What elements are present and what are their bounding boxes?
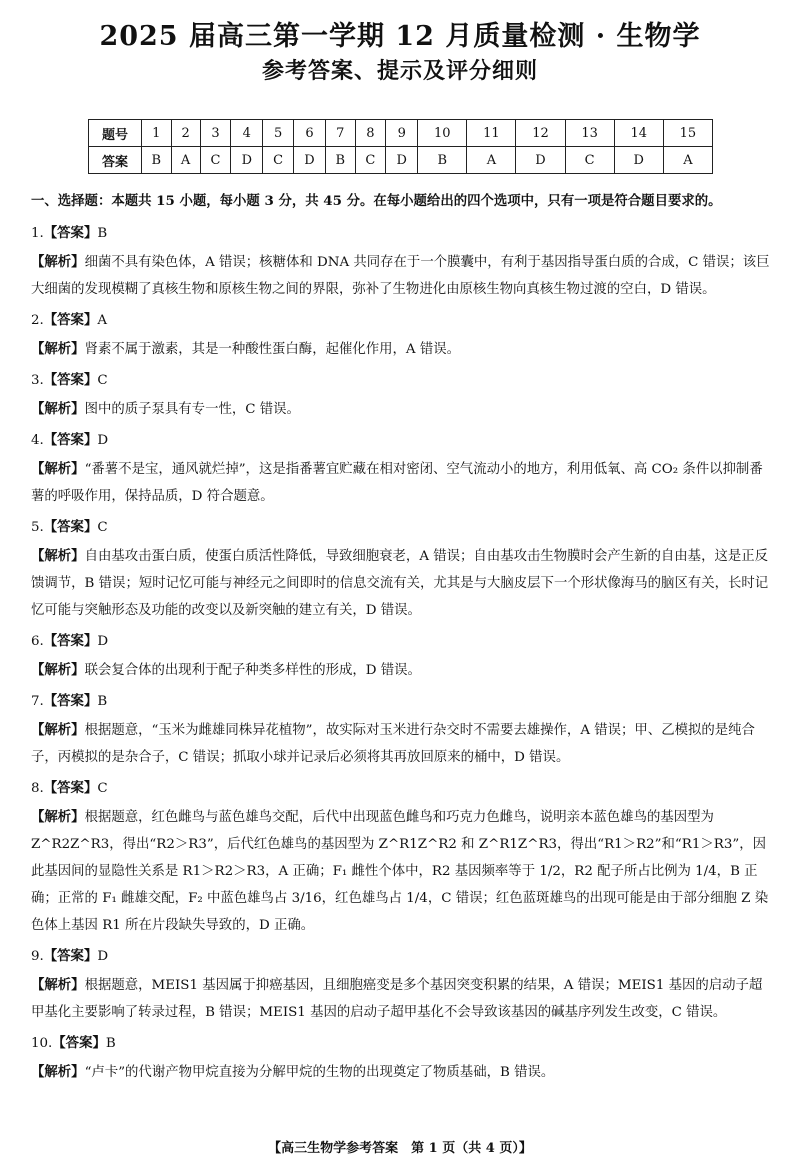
answer-label: 【答案】 (43, 225, 98, 241)
analysis-label: 【解析】 (31, 461, 85, 477)
answer-table-number-row (89, 120, 713, 147)
explanation (31, 972, 773, 1026)
answer-value: B (105, 1036, 116, 1051)
answer-label: 【答案】 (43, 372, 98, 388)
analysis-label: 【解析】 (31, 548, 85, 564)
explanation (31, 396, 773, 423)
answer-cell: A (467, 147, 516, 174)
answer-value: D (97, 433, 109, 448)
answer-cell: D (614, 147, 663, 174)
row-label-answer: 答案 (89, 147, 142, 174)
page-subtitle: 参考答案、提示及评分细则 (261, 58, 538, 84)
answer-cell: C (565, 147, 614, 174)
number-cell: 10 (418, 120, 467, 147)
answer-line (31, 775, 773, 802)
analysis-label: 【解析】 (31, 977, 85, 993)
page-footer: 【高三生物学参考答案 第 1 页（共 4 页）】 (268, 1141, 532, 1156)
answer-label: 【答案】 (43, 312, 98, 328)
explanation-text: “番薯不是宝，通风就烂掉”，这是指番薯宜贮藏在相对密闭、空气流动小的地方，利用低氧、高 CO₂ 条件以抑制番薯的呼吸作用，保持品质，D 符合题意。 (31, 462, 763, 504)
section-heading: 一、选择题：本题共 15 小题，每小题 3 分，共 45 分。在每小题给出的四个选项中，只有一项是符合题目要求的。 (31, 193, 722, 209)
number-cell: 8 (355, 120, 386, 147)
page-title: 2025 届高三第一学期 12 月质量检测 · 生物学 (99, 21, 701, 52)
answer-value: C (97, 373, 108, 388)
explanation-text: “卢卡”的代谢产物甲烷直接为分解甲烷的生物的出现奠定了物质基础，B 错误。 (84, 1065, 555, 1080)
answer-label: 【答案】 (43, 780, 98, 796)
question-number: 4. (31, 433, 44, 448)
answer-line (31, 628, 773, 655)
answer-cell: B (418, 147, 467, 174)
row-label-number: 题号 (89, 120, 142, 147)
explanation-text: 图中的质子泵具有专一性，C 错误。 (84, 402, 300, 417)
answer-line (31, 367, 773, 394)
number-cell: 9 (386, 120, 418, 147)
number-cell: 6 (293, 120, 325, 147)
explanation (31, 543, 773, 624)
answer-cell: C (200, 147, 231, 174)
answer-cell: D (231, 147, 263, 174)
answer-cell: D (293, 147, 325, 174)
question-number: 9. (31, 949, 44, 964)
explanation (31, 249, 773, 303)
answer-line (31, 427, 773, 454)
analysis-label: 【解析】 (31, 341, 85, 357)
question-number: 2. (31, 313, 44, 328)
answer-cell: B (325, 147, 355, 174)
number-cell: 3 (200, 120, 231, 147)
question-item (31, 514, 773, 624)
number-cell: 13 (565, 120, 614, 147)
answer-label: 【答案】 (43, 432, 98, 448)
answer-line (31, 307, 773, 334)
answer-label: 【答案】 (43, 633, 98, 649)
question-number: 8. (31, 781, 44, 796)
number-cell: 4 (231, 120, 263, 147)
explanation (31, 657, 773, 684)
answer-content (31, 188, 773, 1090)
question-number: 1. (31, 226, 44, 241)
number-cell: 5 (263, 120, 294, 147)
question-number: 10. (31, 1036, 53, 1051)
answer-value: B (97, 226, 108, 241)
explanation-text: 细菌不具有染色体，A 错误；核糖体和 DNA 共同存在于一个膜囊中，有利于基因指导蛋白质的合成，C 错误；该巨大细菌的发现模糊了真核生物和原核生物之间的界限，弥补了生物进化由原核生物向真核生物过渡的空白，D 错误。 (31, 255, 770, 297)
question-item (31, 943, 773, 1026)
explanation (31, 336, 773, 363)
question-item (31, 427, 773, 510)
analysis-label: 【解析】 (31, 401, 85, 417)
explanation (31, 804, 773, 939)
question-number: 5. (31, 520, 44, 535)
answer-cell: D (386, 147, 418, 174)
answer-cell: C (263, 147, 294, 174)
analysis-label: 【解析】 (31, 662, 85, 678)
explanation (31, 717, 773, 771)
question-number: 6. (31, 634, 44, 649)
question-number: 7. (31, 694, 44, 709)
question-item (31, 1030, 773, 1086)
analysis-label: 【解析】 (31, 722, 85, 738)
explanation (31, 456, 773, 510)
answer-label: 【答案】 (43, 693, 98, 709)
explanation-text: 联会复合体的出现利于配子种类多样性的形成，D 错误。 (84, 663, 421, 678)
question-item (31, 307, 773, 363)
number-cell: 15 (663, 120, 712, 147)
question-item (31, 775, 773, 939)
answer-cell: A (663, 147, 712, 174)
answer-line (31, 514, 773, 541)
answer-value: D (97, 634, 109, 649)
number-cell: 1 (142, 120, 172, 147)
answer-table-answer-row (89, 147, 713, 174)
question-item (31, 628, 773, 684)
explanation-text: 根据题意，MEIS1 基因属于抑癌基因，且细胞癌变是多个基因突变积累的结果，A 错误；MEIS1 基因的启动子超甲基化主要影响了转录过程，B 错误；MEIS1 基因的启动子超甲基化不会导致该基因的碱基序列发生改变，C 错误。 (31, 978, 763, 1020)
number-cell: 14 (614, 120, 663, 147)
number-cell: 7 (325, 120, 355, 147)
explanation-text: 根据题意，“玉米为雌雄同株异花植物”，故实际对玉米进行杂交时不需要去雄操作，A 错误；甲、乙模拟的是纯合子，丙模拟的是杂合子，C 错误；抓取小球并记录后必须将其再放回原来的桶中，D 错误。 (31, 723, 755, 765)
analysis-label: 【解析】 (31, 254, 85, 270)
explanation-text: 根据题意，红色雌鸟与蓝色雄鸟交配，后代中出现蓝色雌鸟和巧克力色雌鸟，说明亲本蓝色雄鸟的基因型为 Z^R2Z^R3，得出“R2＞R3”，后代红色雄鸟的基因型为 Z^R1Z^R2 和 Z^R1Z^R3，得出“R1＞R2”和“R1＞R3”，因此基因间的显隐性关系是 R1＞R2＞R3，A 正确；F₁ 雌性个体中，R2 基因频率等于 1/2，R2 配子所占比例为 1/4，B 正确；正常的 F₁ 雌雄交配，F₂ 中蓝色雄鸟占 3/16，红色雄鸟占 1/4，C 错误；红色蓝斑雄鸟的出现可能是由于部分细胞 Z 染色体上基因 R1 所在片段缺失导致的，D 正确。 (31, 810, 769, 933)
question-item (31, 367, 773, 423)
number-cell: 11 (467, 120, 516, 147)
question-number: 3. (31, 373, 44, 388)
answer-value: D (97, 949, 109, 964)
answer-value: A (97, 313, 108, 328)
answer-cell: B (142, 147, 172, 174)
answer-table (88, 119, 713, 174)
answer-value: C (97, 520, 108, 535)
analysis-label: 【解析】 (31, 809, 85, 825)
answer-cell: A (171, 147, 200, 174)
question-item (31, 220, 773, 303)
answer-value: B (97, 694, 108, 709)
answer-line (31, 220, 773, 247)
answer-value: C (97, 781, 108, 796)
answer-line (31, 943, 773, 970)
explanation (31, 1059, 773, 1086)
number-cell: 2 (171, 120, 200, 147)
answer-label: 【答案】 (43, 948, 98, 964)
answer-line (31, 1030, 773, 1057)
answer-label: 【答案】 (43, 519, 98, 535)
answer-label: 【答案】 (52, 1035, 106, 1051)
question-item (31, 688, 773, 771)
number-cell: 12 (516, 120, 565, 147)
answer-cell: C (355, 147, 386, 174)
explanation-text: 自由基攻击蛋白质，使蛋白质活性降低，导致细胞衰老，A 错误；自由基攻击生物膜时会产生新的自由基，这是正反馈调节，B 错误；短时记忆可能与神经元之间即时的信息交流有关，尤其是与大脑皮层下一个形状像海马的脑区有关，长时记忆可能与突触形态及功能的改变以及新突触的建立有关，D 错误。 (31, 549, 769, 618)
answer-cell: D (516, 147, 565, 174)
answer-line (31, 688, 773, 715)
explanation-text: 肾素不属于激素，其是一种酸性蛋白酶，起催化作用，A 错误。 (84, 342, 461, 357)
analysis-label: 【解析】 (31, 1064, 85, 1080)
